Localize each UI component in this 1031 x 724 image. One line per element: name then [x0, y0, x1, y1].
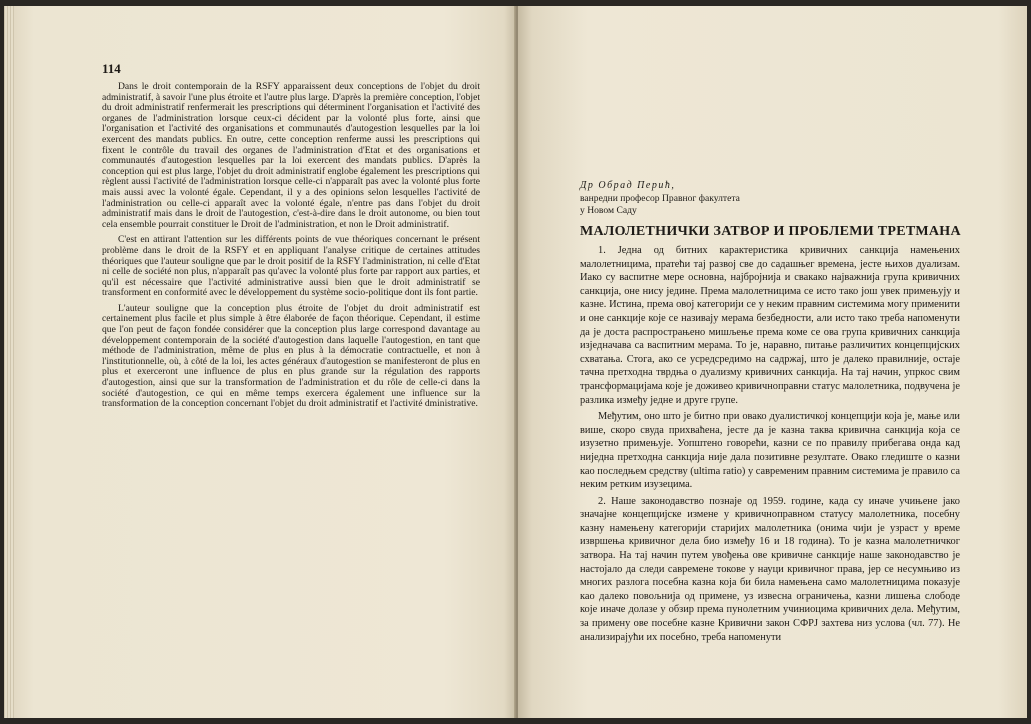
french-summary: [102, 82, 480, 415]
page-edge-lines: [4, 6, 14, 718]
article-paragraph-2: Међутим, оно што је битно при овако дуалистичкој концепцији која је, мање или више, скоро свуда прихваћена, јесте да је казна таква кривична санкција која се изузетно примењује. Уопштено говорећи, казни се по правилу прибегава онда кад ниједна претходна санкција није дала позитивне резултате. Овако гледиште о казни као последњем средству (ultima ratio) у савременим правним системима је правило са неким ретким изузецима.: [580, 411, 960, 491]
page-number: 114: [102, 61, 121, 76]
article-title: МАЛОЛЕТНИЧКИ ЗАТВОР И ПРОБЛЕМИ ТРЕТМАНА: [580, 224, 961, 239]
french-paragraph-1: Dans le droit contemporain de la RSFY apparaissent deux conceptions de l'objet du droit administratif, à savoir l'une plus étroite et l'autre plus large. D'après la première conception, l'objet du droit administratif renfermerait les prescriptions qui déterminent l'organisation et l'activité des organes de l'administration lorsque ceux-ci décident par la volonté plus forte, ainsi que l'organisation et l'activité des organisations et communautés d'autogestion lesquelles par la loi exercent des mandats publics. En outre, cette conception renferme aussi les prescriptions qui fixent le contrôle du travail des organes de l'administration d'Etat et des organisations et communautés d'autogestion lesquelles par la loi exercent des mandats publics. D'après la conception qui est plus large, l'objet du droit administratif englobe également les prescriptions qui règlent aussi l'activité de l'administration lorsque celle-ci n'apparaît pas avec la volonté plus forte mais aussi avec la volonté égale. Cependant, il y a des opinions selon lesquelles l'activité de l'administration ou celle-ci apparaît avec la volonté égale, n'entre pas dans l'objet du droit administratif mais dans le droit de l'autogestion, c'est-à-dire dans le droit autonome, ou bien tout cela ensemble pourrait constituer le Droit de l'administration, et non le Droit administratif.: [102, 81, 480, 230]
book-spread: [4, 6, 1027, 718]
author-block: [580, 180, 960, 218]
article-paragraph-3: 2. Наше законодавство познаје од 1959. године, када су иначе учињене јако значајне концепцијске измене у кривичноправном статусу малолетника, посебну казну намењену категорији старијих малолетника (онима чији је узраст у време извршења кривичног дела био између 16 и 18 година). То је казна малолетничког затвора. На тај начин путем увођења ове кривичне санкције наше законодавство је настојало да следи савремене токове у науци кривичног права, јер се несумњиво из многих разлога посебна казна која би била намењена само малолетницима показује као далеко повољнија од примене, уз извесна ограничења, казни лишења слободе које иначе долазе у обзир према пунолетним учиниоцима кривичних дела. Међутим, за примену ове посебне казне Кривични закон СФРЈ захтева низ услова (чл. 77). Не анализирајући их посебно, треба напоменути: [580, 495, 960, 643]
french-paragraph-2: C'est en attirant l'attention sur les différents points de vue théoriques concernant le présent problème dans le droit de la RSFY et en appliquant l'analyse critique de certaines attitudes théoriques que l'auteur souligne que par le droit positif de la RSFY l'administration, ni celle d'Etat ni celle de société non plus, n'apparaît pas qu'avec la volonté plus forte par rapport aux parties, et qu'il est nécessaire que l'activité administrative aussi bien que le droit administratif se transforment en conformité avec le développement du système socio-politique dont ils font partie.: [102, 234, 480, 299]
right-page: [518, 6, 1027, 718]
french-paragraph-3: L'auteur souligne que la conception plus étroite de l'objet du droit administratif est certainement plus facile et plus simple à être élaborée de façon théorique. Cependant, il estime que l'on peut de façon fondée considérer que la conception plus large correspond davantage au développement contemporain de la société d'autogestion dans laquelle l'autogestion, en tant que méthode de l'administration, même de plus en plus à la démocratie contractuelle, et non à l'institutionnelle, où, à côté de la loi, les actes généraux d'autogestion se manifesteront de plus en plus et exerceront une influence de plus en plus grande sur la régulation des rapports d'autogestion, ainsi que sur la transformation de l'administration et du rôle de celle-ci dans la société d'autogestion, ce qui en même temps exercera également une influence sur la transformation de la conception concernant l'objet du droit administratif et l'activité dministrative.: [102, 302, 480, 410]
author-position: ванредни професор Правног факултета: [580, 192, 740, 204]
author-name: Др Обрад Перић,: [580, 180, 676, 191]
article-body: [580, 244, 960, 647]
author-city: у Новом Саду: [580, 205, 637, 216]
article-paragraph-1: 1. Једна од битних карактеристика кривичних санкција намењених малолетницима, пратећи тај развој све до садашњег времена, јесте њихов дуализам. Иако су васпитне мере основна, најбројнија и свакако најважнија група кривичних санкција, оне нису једине. Према малолетницима се исто тако још увек примењују и казне. Истина, према овој категорији се у неким правним системима могу применити и оне санкције које се називају мерама безбедности, али исто тако треба напоменути да је доста распрострањено мишљење према коме се ова група кривичних санкција изједначава са васпитним мерама. То је, наравно, питање различитих концепцијских схватања. Стога, ако се усредсредимо на садржај, што је далеко правилније, остаје тачна претходна тврдња о дуализму кривичних санкција. На тај начин, упркос свим трансформацијама које је доживео кривичноправни статус малолетника, подвучена је разлика између једне и друге групе.: [580, 245, 960, 406]
left-page: [4, 6, 516, 718]
